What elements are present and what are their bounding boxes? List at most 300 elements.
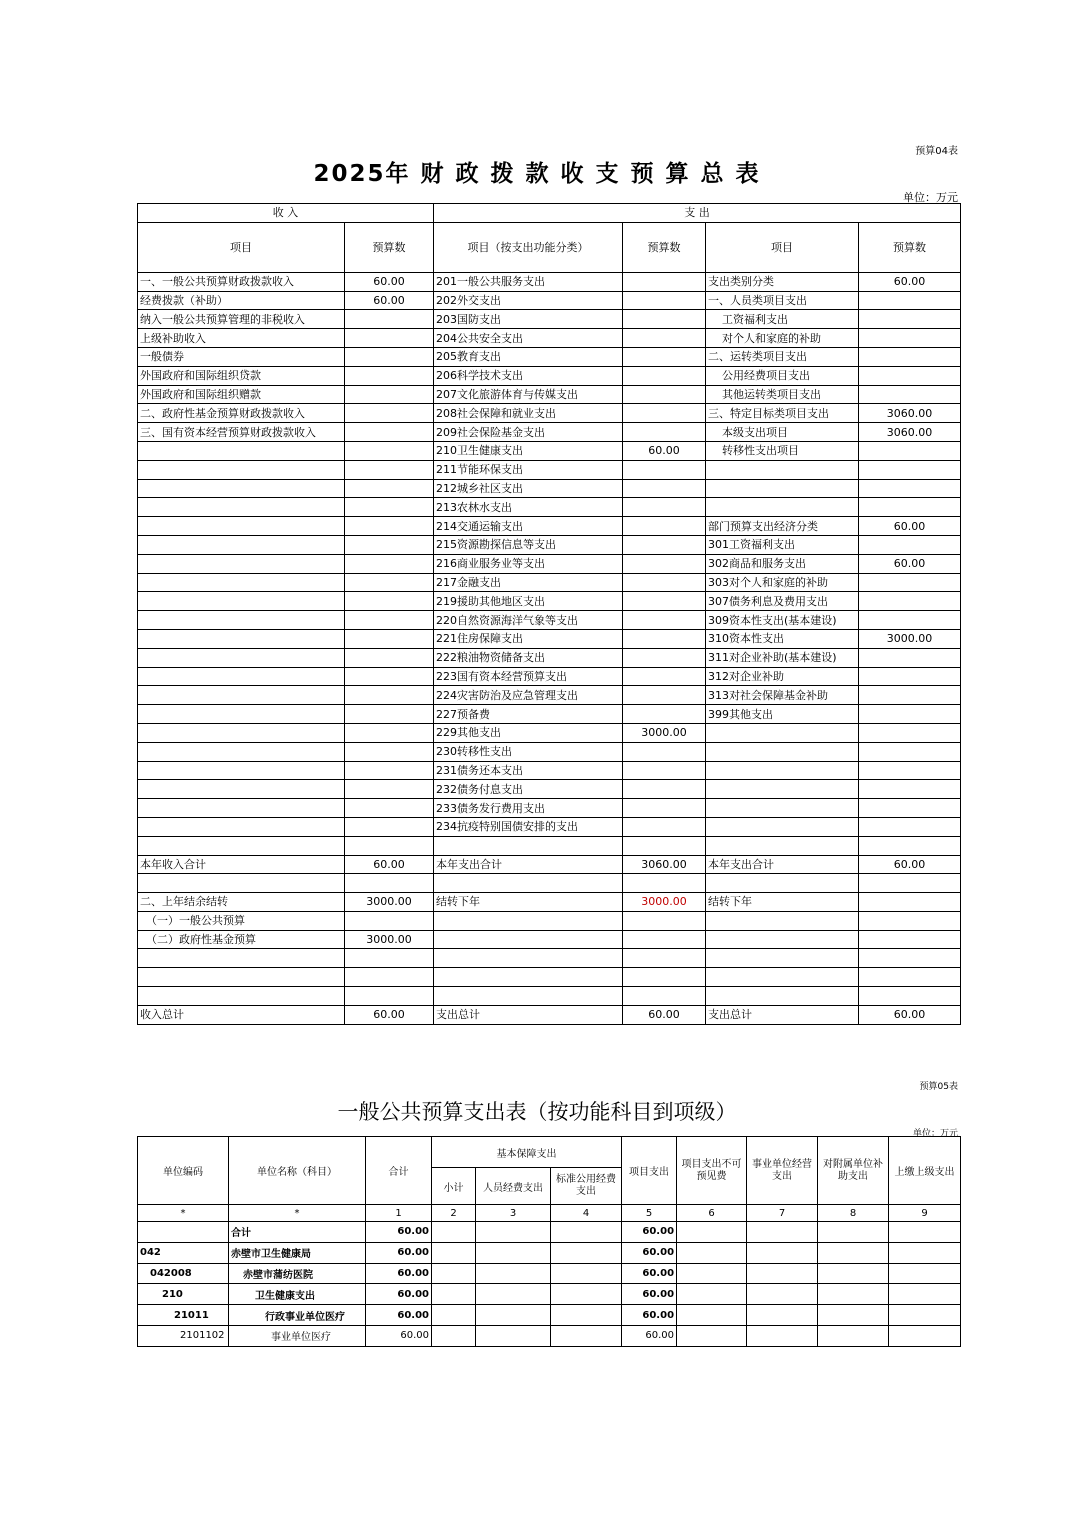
table-cell: 21011 bbox=[138, 1305, 229, 1326]
table-row bbox=[138, 855, 961, 874]
table-cell bbox=[551, 1263, 622, 1284]
table-cell bbox=[859, 611, 961, 630]
table-cell bbox=[706, 817, 859, 836]
table-cell: 60.00 bbox=[622, 1242, 677, 1263]
table-cell: 213农林水支出 bbox=[434, 498, 623, 517]
table-cell bbox=[859, 705, 961, 724]
table-cell bbox=[706, 799, 859, 818]
table-cell bbox=[623, 404, 706, 423]
table-cell: 229其他支出 bbox=[434, 723, 623, 742]
table-cell bbox=[623, 836, 706, 855]
table-cell bbox=[706, 836, 859, 855]
table-cell: 224灾害防治及应急管理支出 bbox=[434, 686, 623, 705]
table-cell bbox=[345, 366, 434, 385]
table-cell: 3000.00 bbox=[859, 629, 961, 648]
table-cell bbox=[623, 761, 706, 780]
table-row bbox=[138, 1242, 961, 1263]
table-cell bbox=[859, 987, 961, 1006]
table-cell bbox=[345, 723, 434, 742]
table-cell bbox=[706, 911, 859, 930]
table-cell bbox=[859, 742, 961, 761]
column-header: 项目支出 bbox=[622, 1137, 677, 1205]
table-cell bbox=[747, 1242, 818, 1263]
table1-title: 2025年 财 政 拨 款 收 支 预 算 总 表 bbox=[313, 161, 761, 187]
table-row bbox=[138, 968, 961, 987]
table-cell bbox=[747, 1284, 818, 1305]
table-cell bbox=[345, 573, 434, 592]
table-cell bbox=[706, 987, 859, 1006]
table-cell: 205教育支出 bbox=[434, 347, 623, 366]
table-cell: 事业单位医疗 bbox=[229, 1325, 366, 1346]
table-cell bbox=[677, 1242, 747, 1263]
table-cell bbox=[623, 648, 706, 667]
table-cell bbox=[859, 592, 961, 611]
table-cell bbox=[345, 535, 434, 554]
table1-unit: 单位：万元 bbox=[903, 191, 958, 204]
table-cell bbox=[859, 347, 961, 366]
table-cell bbox=[623, 554, 706, 573]
table-cell: 一般债券 bbox=[138, 347, 345, 366]
table-cell: 合计 bbox=[229, 1222, 366, 1243]
table-cell: 60.00 bbox=[622, 1305, 677, 1326]
table-cell bbox=[434, 949, 623, 968]
table-row bbox=[138, 1305, 961, 1326]
table-cell: 60.00 bbox=[859, 272, 961, 291]
table-cell bbox=[818, 1263, 889, 1284]
table-cell bbox=[345, 517, 434, 536]
table-cell: 209社会保险基金支出 bbox=[434, 423, 623, 442]
index-cell: 2 bbox=[432, 1205, 476, 1222]
table-cell bbox=[345, 667, 434, 686]
table-cell: 三、特定目标类项目支出 bbox=[706, 404, 859, 423]
table-row bbox=[138, 310, 961, 329]
table-row bbox=[138, 723, 961, 742]
table-row bbox=[138, 987, 961, 1006]
table-cell bbox=[859, 893, 961, 912]
table-cell: 60.00 bbox=[366, 1263, 432, 1284]
table-row bbox=[138, 329, 961, 348]
table-cell bbox=[889, 1325, 961, 1346]
table-row bbox=[138, 705, 961, 724]
table-cell bbox=[706, 479, 859, 498]
table-row bbox=[138, 949, 961, 968]
table-row bbox=[138, 592, 961, 611]
table-cell: 309资本性支出(基本建设) bbox=[706, 611, 859, 630]
table-cell bbox=[432, 1305, 476, 1326]
general-budget-expense-table bbox=[137, 1136, 961, 1347]
index-cell: 7 bbox=[747, 1205, 818, 1222]
table-cell bbox=[859, 911, 961, 930]
table-cell bbox=[859, 535, 961, 554]
column-header: 预算数 bbox=[345, 222, 434, 272]
table-cell: 支出类别分类 bbox=[706, 272, 859, 291]
table-cell bbox=[138, 949, 345, 968]
table-cell bbox=[138, 517, 345, 536]
table-cell bbox=[747, 1305, 818, 1326]
index-cell: * bbox=[138, 1205, 229, 1222]
table-cell bbox=[677, 1305, 747, 1326]
table-cell: 外国政府和国际组织赠款 bbox=[138, 385, 345, 404]
table-cell: 234抗疫特别国债安排的支出 bbox=[434, 817, 623, 836]
table-row bbox=[138, 498, 961, 517]
table-cell: 60.00 bbox=[859, 855, 961, 874]
table-cell bbox=[345, 629, 434, 648]
table-cell: 60.00 bbox=[622, 1263, 677, 1284]
table-cell: 3060.00 bbox=[859, 423, 961, 442]
table-cell bbox=[138, 554, 345, 573]
table-row bbox=[138, 780, 961, 799]
table-cell bbox=[623, 968, 706, 987]
table-row bbox=[138, 611, 961, 630]
table-row bbox=[138, 347, 961, 366]
table-cell bbox=[551, 1222, 622, 1243]
table-cell bbox=[623, 817, 706, 836]
table-cell bbox=[138, 761, 345, 780]
table1-group-header-row bbox=[138, 204, 961, 223]
table-cell bbox=[345, 554, 434, 573]
table-row bbox=[138, 817, 961, 836]
table-cell bbox=[677, 1222, 747, 1243]
table-cell: 赤壁市蒲纺医院 bbox=[229, 1263, 366, 1284]
table-cell: 3000.00 bbox=[623, 893, 706, 912]
table-cell bbox=[476, 1263, 551, 1284]
table-cell bbox=[818, 1222, 889, 1243]
table-cell bbox=[551, 1242, 622, 1263]
table-cell: 310资本性支出 bbox=[706, 629, 859, 648]
column-header: 项目 bbox=[706, 222, 859, 272]
table-cell: 结转下年 bbox=[706, 893, 859, 912]
table-cell bbox=[859, 686, 961, 705]
index-cell: * bbox=[229, 1205, 366, 1222]
table-cell bbox=[138, 705, 345, 724]
table-cell: 上级补助收入 bbox=[138, 329, 345, 348]
table-cell bbox=[623, 667, 706, 686]
table-cell bbox=[706, 874, 859, 893]
table-cell bbox=[345, 460, 434, 479]
table-row bbox=[138, 573, 961, 592]
table-cell bbox=[345, 874, 434, 893]
table-cell bbox=[138, 968, 345, 987]
table-cell bbox=[138, 742, 345, 761]
table-cell bbox=[432, 1325, 476, 1346]
table-row bbox=[138, 517, 961, 536]
table-row bbox=[138, 441, 961, 460]
table-row bbox=[138, 291, 961, 310]
table-cell bbox=[138, 573, 345, 592]
table-cell: 230转移性支出 bbox=[434, 742, 623, 761]
table-cell: 231债务还本支出 bbox=[434, 761, 623, 780]
table2-code: 预算05表 bbox=[919, 1082, 958, 1092]
table-cell: 311对企业补助(基本建设) bbox=[706, 648, 859, 667]
table-cell: 公用经费项目支出 bbox=[706, 366, 859, 385]
table-cell bbox=[859, 817, 961, 836]
table-row bbox=[138, 535, 961, 554]
table-cell bbox=[859, 498, 961, 517]
table-cell: 216商业服务业等支出 bbox=[434, 554, 623, 573]
table-cell: 208社会保障和就业支出 bbox=[434, 404, 623, 423]
column-header: 合计 bbox=[366, 1137, 432, 1205]
table-row bbox=[138, 479, 961, 498]
table-cell bbox=[623, 460, 706, 479]
table-row bbox=[138, 836, 961, 855]
table-cell: 201一般公共服务支出 bbox=[434, 272, 623, 291]
column-header: 单位编码 bbox=[138, 1137, 229, 1205]
table-cell bbox=[889, 1242, 961, 1263]
table-cell bbox=[859, 329, 961, 348]
table-cell bbox=[818, 1325, 889, 1346]
table-cell bbox=[345, 799, 434, 818]
table-cell bbox=[706, 780, 859, 799]
table1-column-header-row bbox=[138, 222, 961, 272]
table-cell: 227预备费 bbox=[434, 705, 623, 724]
table-cell bbox=[747, 1263, 818, 1284]
table-cell bbox=[345, 780, 434, 799]
table-cell bbox=[623, 987, 706, 1006]
budget-summary-table bbox=[137, 203, 961, 1025]
table-cell: 60.00 bbox=[366, 1305, 432, 1326]
table-cell: 60.00 bbox=[859, 1005, 961, 1024]
table-cell bbox=[623, 347, 706, 366]
table2-title: 一般公共预算支出表（按功能科目到项级） bbox=[337, 1100, 737, 1124]
table-row bbox=[138, 1005, 961, 1024]
table-cell: 210卫生健康支出 bbox=[434, 441, 623, 460]
table-cell bbox=[138, 799, 345, 818]
table-cell: 203国防支出 bbox=[434, 310, 623, 329]
table-cell bbox=[138, 460, 345, 479]
table1-code: 预算04表 bbox=[915, 146, 958, 157]
table-cell bbox=[859, 968, 961, 987]
table-cell: 对个人和家庭的补助 bbox=[706, 329, 859, 348]
table-cell bbox=[859, 949, 961, 968]
table-cell bbox=[345, 329, 434, 348]
table-cell bbox=[859, 441, 961, 460]
table-cell bbox=[859, 573, 961, 592]
table-cell bbox=[623, 498, 706, 517]
table-cell bbox=[345, 347, 434, 366]
table-cell: 一、一般公共预算财政拨款收入 bbox=[138, 272, 345, 291]
table-cell: 232债务付息支出 bbox=[434, 780, 623, 799]
table-cell: 60.00 bbox=[345, 272, 434, 291]
table-cell: 207文化旅游体育与传媒支出 bbox=[434, 385, 623, 404]
table-cell bbox=[551, 1305, 622, 1326]
table-cell bbox=[345, 404, 434, 423]
table-row bbox=[138, 667, 961, 686]
table-cell bbox=[623, 686, 706, 705]
table-cell bbox=[706, 761, 859, 780]
table-cell bbox=[677, 1263, 747, 1284]
table-cell: 399其他支出 bbox=[706, 705, 859, 724]
table-cell: 一、人员类项目支出 bbox=[706, 291, 859, 310]
table-cell bbox=[432, 1222, 476, 1243]
table-cell bbox=[345, 987, 434, 1006]
table-cell bbox=[623, 611, 706, 630]
table-cell: 行政事业单位医疗 bbox=[229, 1305, 366, 1326]
table-cell: 221住房保障支出 bbox=[434, 629, 623, 648]
table-cell bbox=[623, 629, 706, 648]
table-cell bbox=[623, 479, 706, 498]
table-cell bbox=[623, 949, 706, 968]
column-header: 上缴上级支出 bbox=[889, 1137, 961, 1205]
table-cell bbox=[138, 1222, 229, 1243]
table-cell bbox=[859, 385, 961, 404]
table-cell bbox=[345, 761, 434, 780]
table-cell: 收入总计 bbox=[138, 1005, 345, 1024]
table-cell: 220自然资源海洋气象等支出 bbox=[434, 611, 623, 630]
table-cell: 217金融支出 bbox=[434, 573, 623, 592]
table-row bbox=[138, 1222, 961, 1243]
table-cell bbox=[138, 441, 345, 460]
table-row bbox=[138, 1263, 961, 1284]
table-cell bbox=[623, 517, 706, 536]
table-cell bbox=[706, 930, 859, 949]
table2-index-row bbox=[138, 1205, 961, 1222]
table-cell bbox=[859, 667, 961, 686]
table-cell: 60.00 bbox=[623, 1005, 706, 1024]
table-cell bbox=[623, 423, 706, 442]
table-cell: 二、运转类项目支出 bbox=[706, 347, 859, 366]
table-row bbox=[138, 366, 961, 385]
table-cell: 202外交支出 bbox=[434, 291, 623, 310]
table-cell: 卫生健康支出 bbox=[229, 1284, 366, 1305]
table-cell bbox=[432, 1242, 476, 1263]
table-cell: 结转下年 bbox=[434, 893, 623, 912]
column-header: 单位名称（科目） bbox=[229, 1137, 366, 1205]
table-cell: 60.00 bbox=[366, 1325, 432, 1346]
table-cell bbox=[859, 291, 961, 310]
table-cell: 223国有资本经营预算支出 bbox=[434, 667, 623, 686]
table-cell bbox=[706, 498, 859, 517]
table-cell bbox=[818, 1284, 889, 1305]
table-cell bbox=[859, 874, 961, 893]
table-cell bbox=[859, 460, 961, 479]
table-cell: 211节能环保支出 bbox=[434, 460, 623, 479]
column-header: 预算数 bbox=[859, 222, 961, 272]
index-cell: 6 bbox=[677, 1205, 747, 1222]
table-cell: 纳入一般公共预算管理的非税收入 bbox=[138, 310, 345, 329]
table-cell bbox=[434, 836, 623, 855]
table-cell bbox=[138, 836, 345, 855]
table-cell: 204公共安全支出 bbox=[434, 329, 623, 348]
table-cell: 本年支出合计 bbox=[706, 855, 859, 874]
table-cell bbox=[434, 987, 623, 1006]
table-cell bbox=[623, 780, 706, 799]
table-cell bbox=[345, 423, 434, 442]
table-row bbox=[138, 460, 961, 479]
table-cell: 二、上年结余结转 bbox=[138, 893, 345, 912]
table-cell bbox=[476, 1325, 551, 1346]
table-cell bbox=[623, 742, 706, 761]
index-cell: 9 bbox=[889, 1205, 961, 1222]
table-cell: 60.00 bbox=[345, 855, 434, 874]
table-cell: （二）政府性基金预算 bbox=[138, 930, 345, 949]
index-cell: 3 bbox=[476, 1205, 551, 1222]
table-cell bbox=[859, 723, 961, 742]
table-cell bbox=[138, 817, 345, 836]
table-cell: 60.00 bbox=[345, 291, 434, 310]
table-cell: 其他运转类项目支出 bbox=[706, 385, 859, 404]
table-row bbox=[138, 648, 961, 667]
index-cell: 4 bbox=[551, 1205, 622, 1222]
table-cell bbox=[859, 780, 961, 799]
table-cell: （一）一般公共预算 bbox=[138, 911, 345, 930]
table-cell bbox=[623, 911, 706, 930]
table-cell: 042 bbox=[138, 1242, 229, 1263]
table-cell bbox=[138, 780, 345, 799]
table-cell: 312对企业补助 bbox=[706, 667, 859, 686]
table-cell bbox=[138, 667, 345, 686]
table-cell bbox=[345, 611, 434, 630]
table-cell: 210 bbox=[138, 1284, 229, 1305]
table-cell bbox=[345, 385, 434, 404]
table-cell bbox=[889, 1284, 961, 1305]
table-cell bbox=[623, 385, 706, 404]
table-cell bbox=[623, 329, 706, 348]
table-cell bbox=[677, 1325, 747, 1346]
column-header: 人员经费支出 bbox=[476, 1168, 551, 1205]
table-cell bbox=[706, 460, 859, 479]
column-header: 对附属单位补助支出 bbox=[818, 1137, 889, 1205]
table-cell bbox=[138, 535, 345, 554]
table-cell bbox=[138, 874, 345, 893]
table-cell bbox=[706, 723, 859, 742]
table-cell: 60.00 bbox=[622, 1284, 677, 1305]
table-cell bbox=[859, 930, 961, 949]
table-cell: 工资福利支出 bbox=[706, 310, 859, 329]
table-cell: 二、政府性基金预算财政拨款收入 bbox=[138, 404, 345, 423]
table-cell bbox=[623, 535, 706, 554]
table-cell: 301工资福利支出 bbox=[706, 535, 859, 554]
table-cell: 214交通运输支出 bbox=[434, 517, 623, 536]
table-cell bbox=[623, 930, 706, 949]
table-row bbox=[138, 385, 961, 404]
table-cell bbox=[345, 911, 434, 930]
table-cell bbox=[623, 592, 706, 611]
income-group-header: 收 入 bbox=[138, 204, 434, 223]
table-cell: 60.00 bbox=[345, 1005, 434, 1024]
table-cell bbox=[138, 479, 345, 498]
table-cell bbox=[434, 911, 623, 930]
table-cell bbox=[138, 648, 345, 667]
table-cell: 转移性支出项目 bbox=[706, 441, 859, 460]
table-cell: 部门预算支出经济分类 bbox=[706, 517, 859, 536]
table-row bbox=[138, 272, 961, 291]
table-cell bbox=[434, 874, 623, 893]
table-row bbox=[138, 911, 961, 930]
table-cell bbox=[623, 272, 706, 291]
column-header: 项目 bbox=[138, 222, 345, 272]
table-cell: 经费拨款（补助） bbox=[138, 291, 345, 310]
table-row bbox=[138, 799, 961, 818]
table-cell bbox=[859, 648, 961, 667]
table-cell bbox=[551, 1284, 622, 1305]
table-cell: 60.00 bbox=[366, 1284, 432, 1305]
table-cell: 三、国有资本经营预算财政拨款收入 bbox=[138, 423, 345, 442]
table-row bbox=[138, 1284, 961, 1305]
table-cell bbox=[859, 799, 961, 818]
index-cell: 1 bbox=[366, 1205, 432, 1222]
table2-unit: 单位：万元 bbox=[912, 1129, 958, 1139]
table-cell: 本年收入合计 bbox=[138, 855, 345, 874]
table-cell: 206科学技术支出 bbox=[434, 366, 623, 385]
table-cell bbox=[551, 1325, 622, 1346]
table-cell: 2101102 bbox=[138, 1325, 229, 1346]
column-header: 项目（按支出功能分类） bbox=[434, 222, 623, 272]
table-cell: 3000.00 bbox=[345, 930, 434, 949]
column-header: 项目支出不可预见费 bbox=[677, 1137, 747, 1205]
table-cell: 本级支出项目 bbox=[706, 423, 859, 442]
index-cell: 8 bbox=[818, 1205, 889, 1222]
table-cell bbox=[138, 592, 345, 611]
